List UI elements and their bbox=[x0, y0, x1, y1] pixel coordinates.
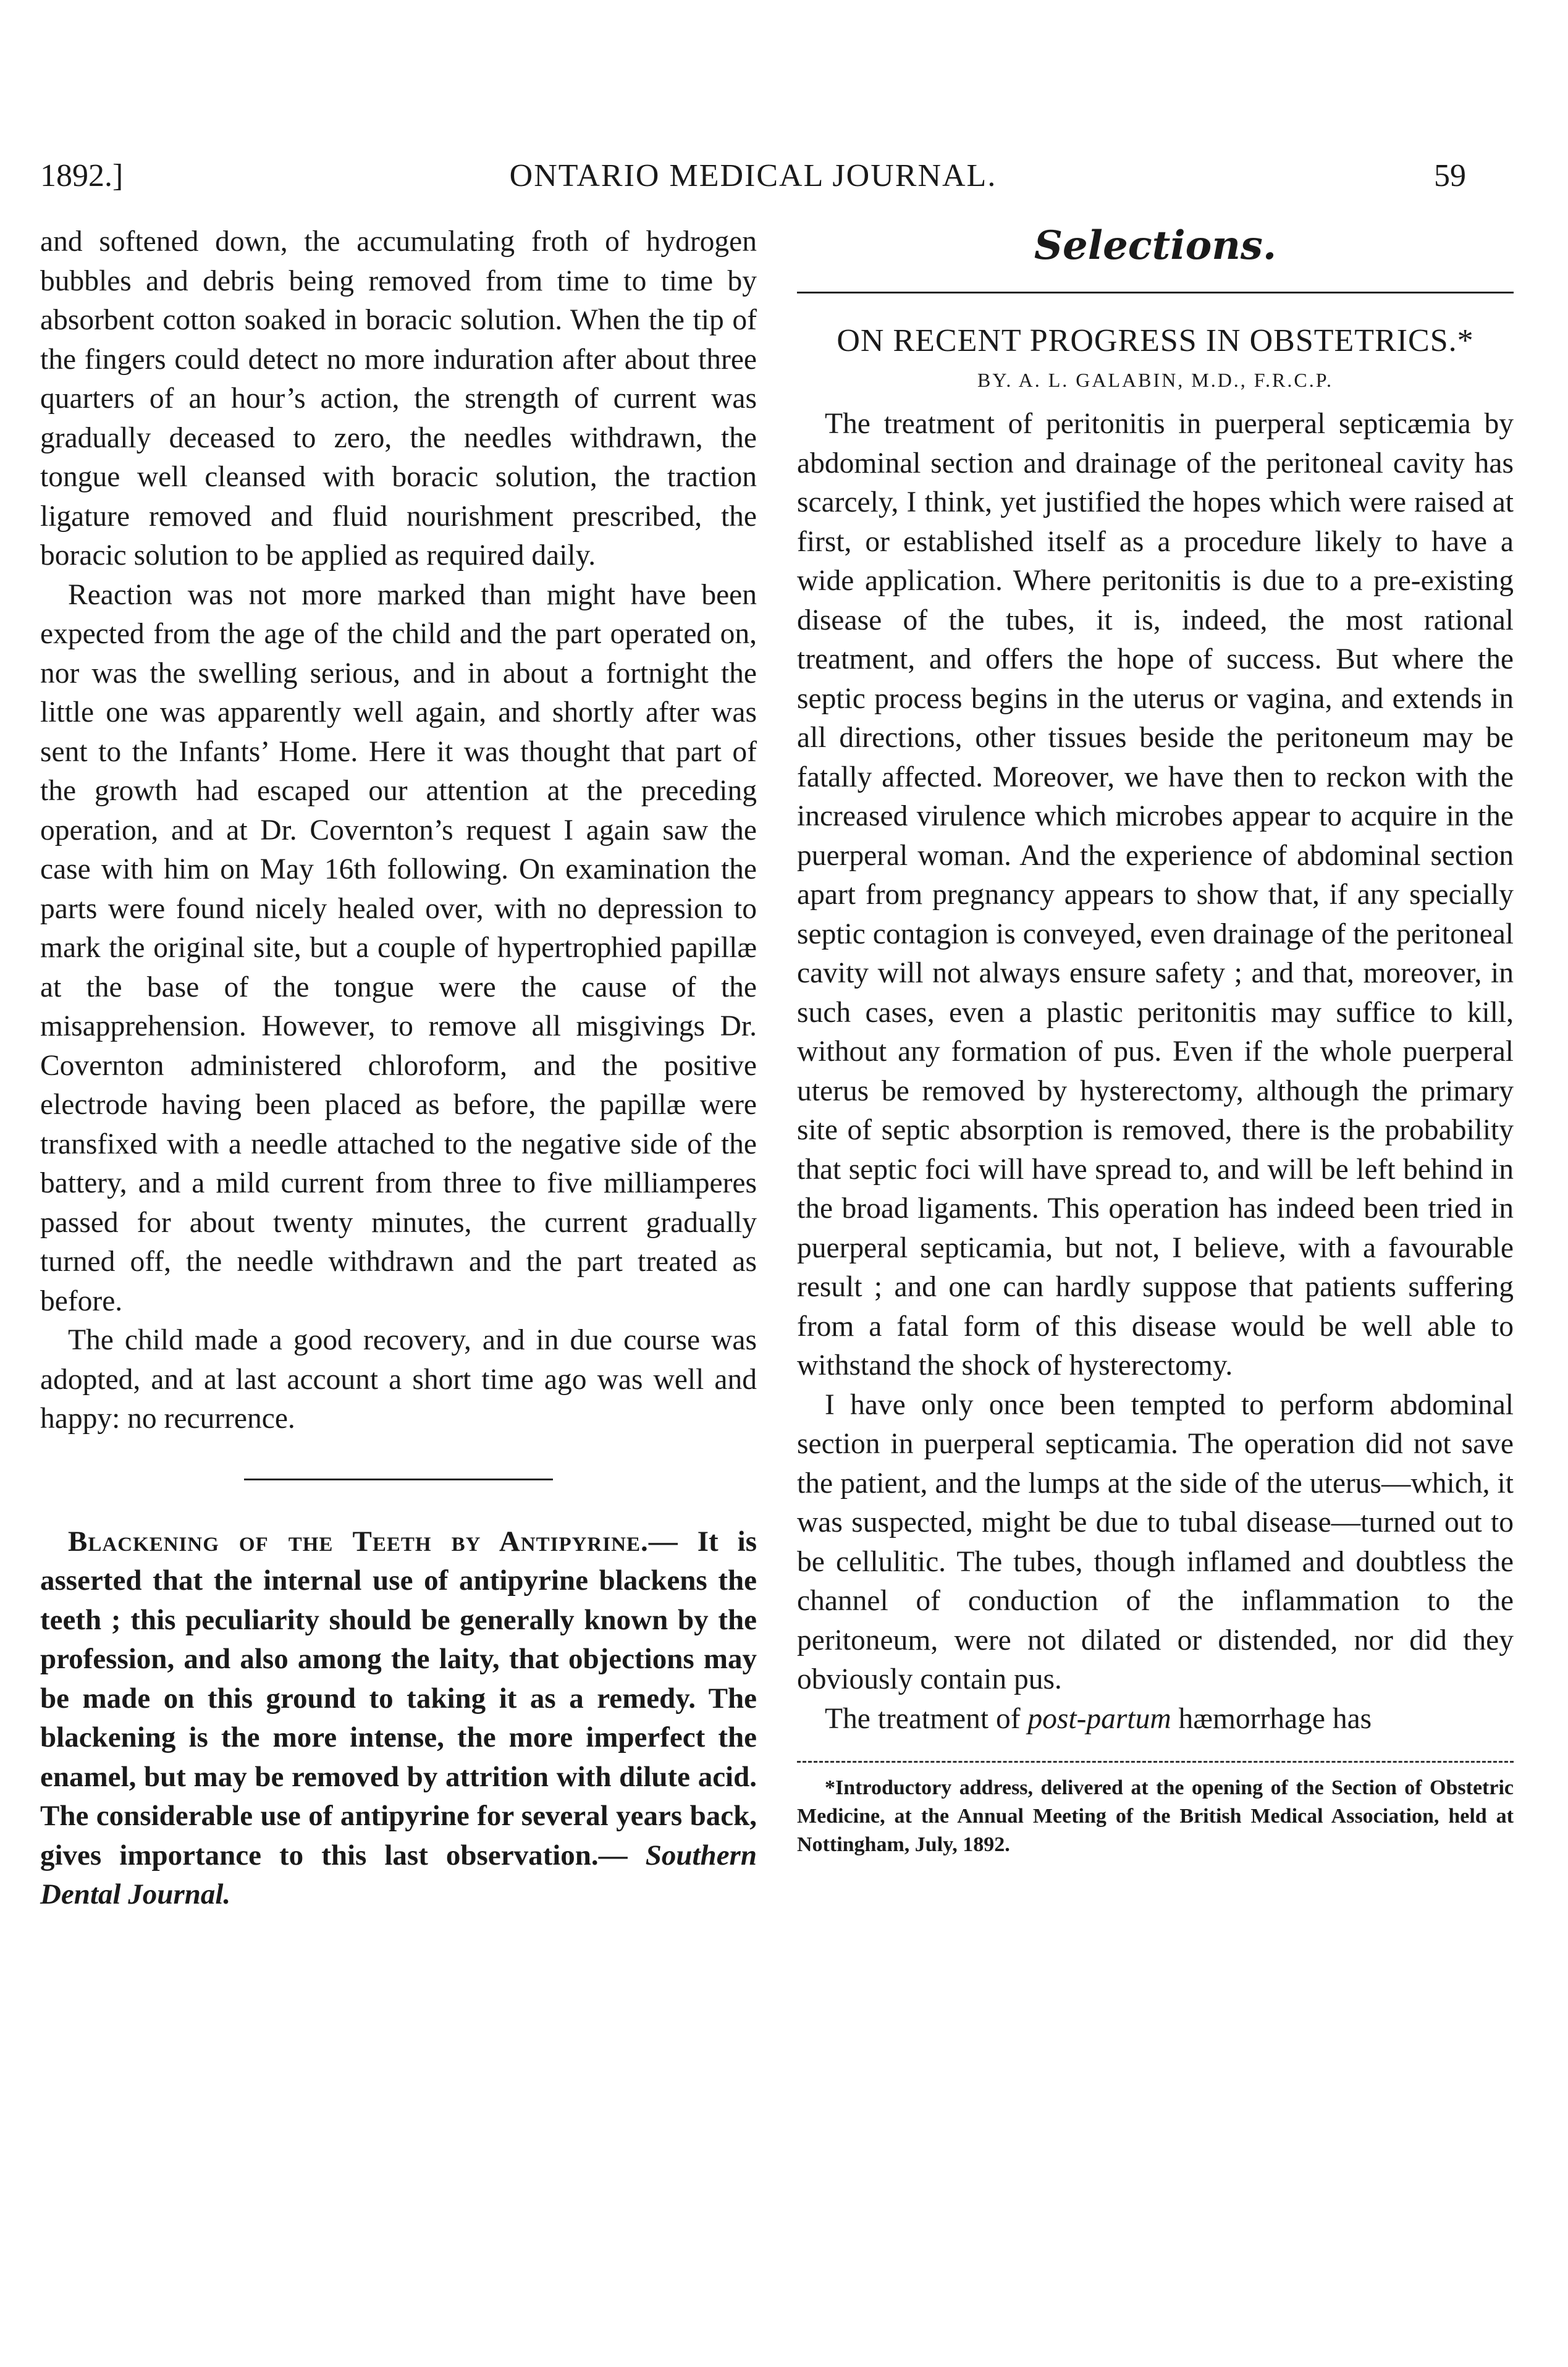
paragraph-abdominal-section: I have only once been tempted to perform abdominal section in puerperal septicamia. The operation did not save the patient, and the lumps at the side of the uterus—which, it was suspected, might be due to tubal disease—turned out to be cellulitic. The tubes, though inflamed and doubtless the channel of conduction of the inflammation to the peritoneum, were not dilated or distended, nor did they obviously contain pus. bbox=[797, 1388, 1514, 1695]
paragraph-postpartum bbox=[797, 1700, 1514, 1739]
right-column bbox=[797, 222, 1514, 1859]
article-title: ON RECENT PROGRESS IN OBSTETRICS.* bbox=[837, 323, 1474, 358]
footnote: *Introductory address, delivered at the opening of the Section of Obstetric Medicine, at the Annual Meeting of the British Medical Association, held at Nottingham, July, 1892. bbox=[797, 1776, 1514, 1856]
separator-rule bbox=[244, 1479, 553, 1480]
paragraph-reaction: Reaction was not more marked than might have been expected from the age of the child and the part operated on, nor was the swelling serious, and in about a fortnight the little one was apparently well again, and shortly after was sent to the Infants’ Home. Here it was thought that part of the growth had escaped our attention at the preceding operation, and at Dr. Covernton’s request I again saw the case with him on May 16th following. On examination the parts were found nicely healed over, with no depression to mark the original site, but a couple of hypertrophied papillæ at the base of the tongue were the cause of the misapprehension. However, to remove all misgivings Dr. Covernton administered chloroform, and the positive electrode having been placed as before, the papillæ were transfixed with a needle attached to the negative side of the battery, and a mild current from three to five milliamperes passed for about twenty minutes, the current gradually turned off, the needle withdrawn and the part treated as before. bbox=[40, 578, 757, 1317]
section-rule bbox=[797, 292, 1514, 293]
footnote-rule bbox=[797, 1761, 1514, 1763]
left-column bbox=[40, 222, 757, 1915]
page-number: 59 bbox=[1434, 158, 1466, 193]
running-header bbox=[40, 158, 1466, 207]
section-title: Selections. bbox=[1034, 222, 1277, 269]
postpartum-suffix: hæmorrhage has bbox=[1171, 1702, 1372, 1735]
paragraph-recovery: The child made a good recovery, and in due course was adopted, and at last account a short time ago was well and happy: no recurrence. bbox=[40, 1324, 757, 1435]
author-byline: BY. A. L. GALABIN, M.D., F.R.C.P. bbox=[977, 369, 1333, 391]
note-source: Southern Dental Journal. bbox=[40, 1839, 757, 1910]
header-year: 1892.] bbox=[40, 158, 124, 193]
paragraph-continuation: and softened down, the accumulating froth of hydrogen bubbles and debris being removed from time to time by absorbent cotton soaked in boracic solution. When the tip of the fingers could detect no more induration after about three quarters of an hour’s action, the strength of current was gradually deceased to zero, the needles withdrawn, the tongue well cleansed with boracic solution, the traction ligature removed and fluid nourishment prescribed, the boracic solution to be applied as required daily. bbox=[40, 226, 757, 572]
journal-title: ONTARIO MEDICAL JOURNAL. bbox=[509, 158, 997, 193]
antipyrine-note bbox=[40, 1522, 757, 1915]
note-heading: Blackening of the Teeth by Antipyrine.— bbox=[68, 1525, 678, 1558]
paragraph-peritonitis: The treatment of peritonitis in puerperal septicæmia by abdominal section and drainage of the peritoneal cavity has scarcely, I think, yet justified the hopes which were raised at first, or established itself as a procedure likely to have a wide application. Where peritonitis is due to a pre-existing disease of the tubes, it is, indeed, the most rational treatment, and offers the hope of success. But where the septic process begins in the uterus or vagina, and extends in all directions, other tissues beside the peritoneum may be fatally affected. Moreover, we have then to reckon with the increased virulence which microbes appear to acquire in the puerperal woman. And the experience of abdominal section apart from pregnancy appears to show that, if any specially septic contagion is conveyed, even drainage of the peritoneal cavity will not always ensure safety ; and that, moreover, in such cases, even a plastic peritonitis may suffice to kill, without any formation of pus. Even if the whole puerperal uterus be removed by hysterectomy, although the primary site of septic absorption is removed, there is the probability that septic foci will have spread to, and will be left behind in the broad ligaments. This operation has indeed been tried in puerperal septicamia, but not, I believe, with a favourable result ; and one can hardly suppose that patients suffering from a fatal form of this disease would be well able to withstand the shock of hysterectomy. bbox=[797, 408, 1514, 1382]
postpartum-italic: post-partum bbox=[1027, 1702, 1171, 1735]
postpartum-prefix: The treatment of bbox=[825, 1702, 1028, 1735]
note-body: It is asserted that the internal use of antipyrine blackens the teeth ; this peculiarity should be generally known by the profession, and also among the laity, that objections may be made on this ground to taking it as a remedy. The blackening is the more intense, the more imperfect the enamel, but may be removed by attrition with dilute acid. The considerable use of antipyrine for several years back, gives importance to this last observation.— bbox=[40, 1525, 757, 1871]
